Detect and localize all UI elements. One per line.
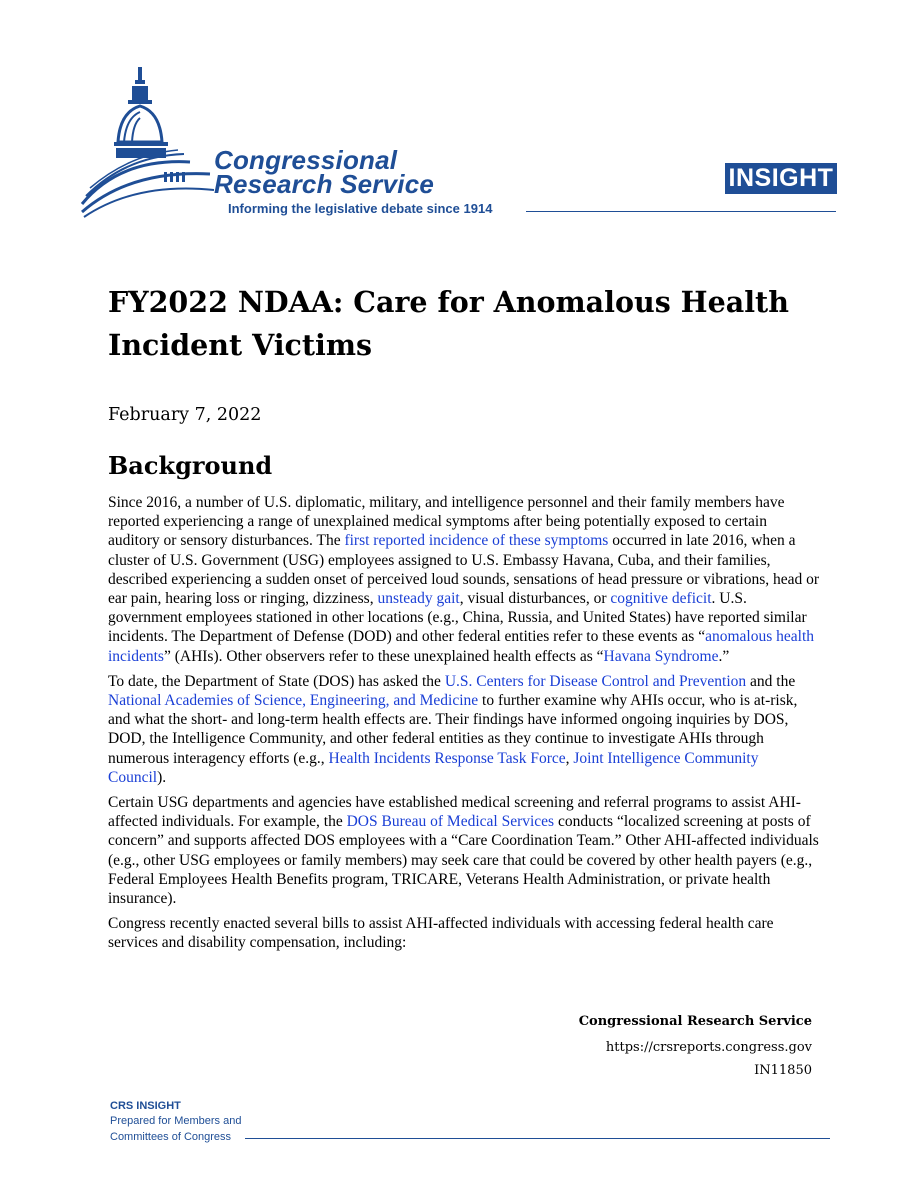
paragraph-text: and the (746, 672, 796, 690)
inline-link[interactable]: DOS Bureau of Medical Services (346, 813, 555, 831)
inline-link[interactable]: unsteady gait (377, 590, 460, 608)
capitol-dome-logo (80, 62, 220, 218)
inline-link[interactable]: National Academies of Science, Engineering, and Medicine (108, 692, 479, 710)
footer-prepared-line1: Prepared for Members and (110, 1115, 242, 1127)
paragraph (108, 493, 820, 666)
paragraph-text: ). (157, 768, 167, 786)
org-name-line2: Research Service (214, 169, 435, 199)
org-tagline: Informing the legislative debate since 1914 (228, 201, 493, 216)
insight-badge: INSIGHT (725, 163, 837, 194)
body-text (108, 493, 820, 959)
paragraph-text: to further examine why AHIs occur, who is at-risk, and what the short- and long-term health effects are. Their findings have informed ongoing inquiries by DOS, DOD, the Intelligence Community, and other federal entities as they continue to investigate AHIs through numerous interagency efforts (e.g., (108, 692, 798, 767)
paragraph-text: , (565, 749, 574, 767)
paragraph-text: .” (718, 647, 730, 665)
inline-link[interactable]: Health Incidents Response Task Force (328, 749, 566, 767)
document-date: February 7, 2022 (108, 405, 262, 425)
paragraph-text: , visual disturbances, or (459, 590, 611, 608)
inline-link[interactable]: cognitive deficit (610, 590, 712, 608)
paragraph-text: . U.S. government employees stationed in other locations (e.g., China, Russia, and United States) have reported similar incidents. The Department of Defense (DOD) and other federal entities refer to these events as “ (108, 590, 807, 646)
paragraph (108, 914, 820, 952)
paragraph-text: Certain USG departments and agencies have established medical screening and referral programs to assist AHI-affected individuals. For example, the (108, 794, 801, 831)
paragraph-text: Congress recently enacted several bills to assist AHI-affected individuals with accessing federal health care services and disability compensation, including: (108, 915, 774, 952)
paragraph-text: occurred in late 2016, when a cluster of U.S. Government (USG) employees assigned to U.S. Embassy Havana, Cuba, and their families, described experiencing a sudden onset of perceived loud sounds, sensations of head pressure or vibrations, head or ear pain, hearing loss or ringing, dizziness, (108, 532, 820, 608)
paragraph-text: To date, the Department of State (DOS) has asked the (108, 672, 445, 690)
inline-link[interactable]: U.S. Centers for Disease Control and Prevention (444, 672, 747, 690)
footer-product-id: IN11850 (754, 1063, 812, 1078)
paragraph-text: ” (AHIs). Other observers refer to these unexplained health effects as “ (163, 647, 604, 665)
inline-link[interactable]: Joint Intelligence Community Council (108, 749, 759, 786)
paragraph (108, 672, 820, 787)
org-name-line1: Congressional (214, 145, 398, 175)
footer-rule (245, 1138, 830, 1139)
inline-link[interactable]: first reported incidence of these symptoms (344, 532, 609, 550)
footer-prepared-line2: Committees of Congress (110, 1131, 232, 1143)
paragraph-text: conducts “localized screening at posts of concern” and supports affected DOS employees with a “Care Coordination Team.” Other AHI-affected individuals (e.g., other USG employees or family members) may seek care that could be covered by other health payers (e.g., Federal Employees Health Benefits program, TRICARE, Veterans Health Administration, or private health insurance). (108, 813, 819, 908)
paragraph-text: Since 2016, a number of U.S. diplomatic, military, and intelligence personnel and their family members have reported experiencing a range of unexplained medical symptoms after being potentially exposed to certain auditory or sensory disturbances. The (108, 494, 785, 550)
paragraph (108, 793, 820, 908)
footer-url[interactable]: https://crsreports.congress.gov (605, 1040, 812, 1055)
inline-link[interactable]: anomalous health incidents (108, 628, 814, 665)
document-title: FY2022 NDAA: Care for Anomalous Health Incident Victims (108, 285, 789, 362)
inline-link[interactable]: Havana Syndrome (603, 647, 719, 665)
footer-org: Congressional Research Service (578, 1014, 812, 1029)
section-heading: Background (108, 451, 273, 480)
footer-series: CRS INSIGHT (110, 1100, 181, 1112)
header-rule (526, 211, 836, 212)
